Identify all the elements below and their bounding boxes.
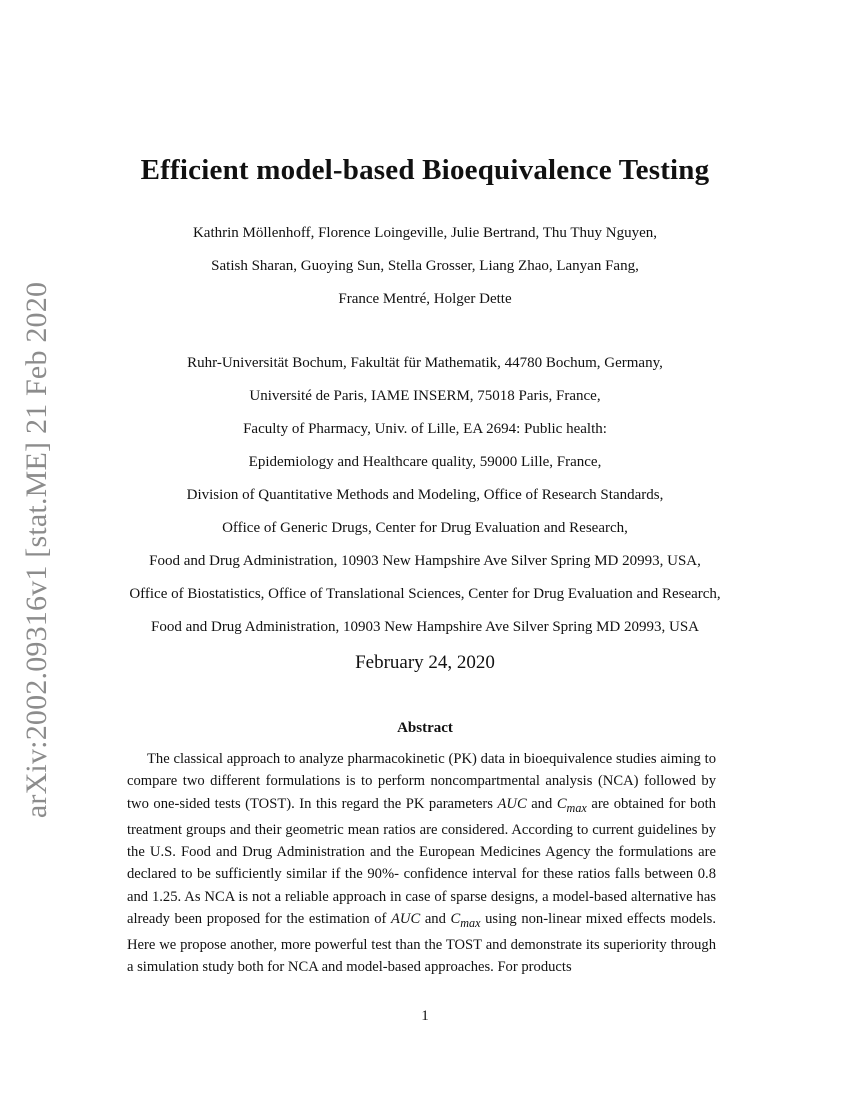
math-cmax-subscript: max bbox=[566, 800, 587, 815]
author-line: France Mentré, Holger Dette bbox=[338, 291, 512, 307]
affiliation-line: Ruhr-Universität Bochum, Fakultät für Mathematik, 44780 Bochum, Germany, bbox=[187, 355, 663, 371]
abstract-text: and bbox=[531, 795, 553, 812]
abstract-body bbox=[127, 748, 716, 979]
math-cmax-base: C bbox=[450, 910, 461, 927]
affiliation-line: Food and Drug Administration, 10903 New Hampshire Ave Silver Spring MD 20993, USA, bbox=[149, 553, 701, 569]
affiliation-line: Office of Biostatistics, Office of Translational Sciences, Center for Drug Evaluation and Research, bbox=[129, 586, 721, 602]
affiliation-line: Office of Generic Drugs, Center for Drug Evaluation and Research, bbox=[222, 520, 628, 536]
math-cmax bbox=[450, 910, 481, 930]
arxiv-identifier-stamp: arXiv:2002.09316v1 [stat.ME] 21 Feb 2020 bbox=[20, 281, 53, 819]
abstract-text: using non-linear mixed effects models. Here we propose another, more powerful test than the TOST and demonstrate its superiority through a simulation study both for NCA and model-based approaches. For products bbox=[127, 910, 717, 976]
affiliation-line: Food and Drug Administration, 10903 New Hampshire Ave Silver Spring MD 20993, USA bbox=[150, 619, 700, 635]
abstract-text: and bbox=[424, 910, 446, 927]
math-cmax bbox=[556, 795, 587, 815]
math-auc: AUC bbox=[497, 795, 527, 812]
affiliation-line: Faculty of Pharmacy, Univ. of Lille, EA 2694: Public health: bbox=[243, 421, 607, 437]
abstract-text: are obtained for both treatment groups and their geometric mean ratios are considered. According to current guidelines by the U.S. Food and Drug Administration and the European Medicines Agency the formulations are declared to be sufficiently similar if the 90%- confidence interval for these ratios falls between 0.8 and 1.25. As NCA is not a reliable approach in case of sparse designs, a model-based alternative has already been proposed for the estimation of bbox=[127, 795, 716, 927]
author-list bbox=[0, 217, 850, 316]
paper-title: Efficient model-based Bioequivalence Testing bbox=[140, 154, 710, 186]
affiliation-line: Epidemiology and Healthcare quality, 59000 Lille, France, bbox=[248, 454, 602, 470]
affiliation-line: Université de Paris, IAME INSERM, 75018 Paris, France, bbox=[249, 388, 601, 404]
affiliation-list bbox=[0, 347, 850, 644]
math-cmax-subscript: max bbox=[460, 915, 481, 930]
math-cmax-base: C bbox=[556, 795, 567, 812]
math-auc: AUC bbox=[391, 910, 421, 927]
page-number: 1 bbox=[421, 1008, 429, 1024]
publication-date: February 24, 2020 bbox=[355, 652, 495, 673]
affiliation-line: Division of Quantitative Methods and Modeling, Office of Research Standards, bbox=[186, 487, 664, 503]
abstract-heading: Abstract bbox=[397, 720, 453, 736]
author-line: Kathrin Möllenhoff, Florence Loingeville, Julie Bertrand, Thu Thuy Nguyen, bbox=[192, 225, 658, 241]
author-line: Satish Sharan, Guoying Sun, Stella Grosser, Liang Zhao, Lanyan Fang, bbox=[211, 258, 639, 274]
abstract-text: The classical approach to analyze pharmacokinetic (PK) data in bioequivalence studies aiming to compare two different formulations is to perform noncompartmental analysis (NCA) followed by two one-sided tests (TOST). In this regard the PK parameters bbox=[127, 751, 716, 812]
